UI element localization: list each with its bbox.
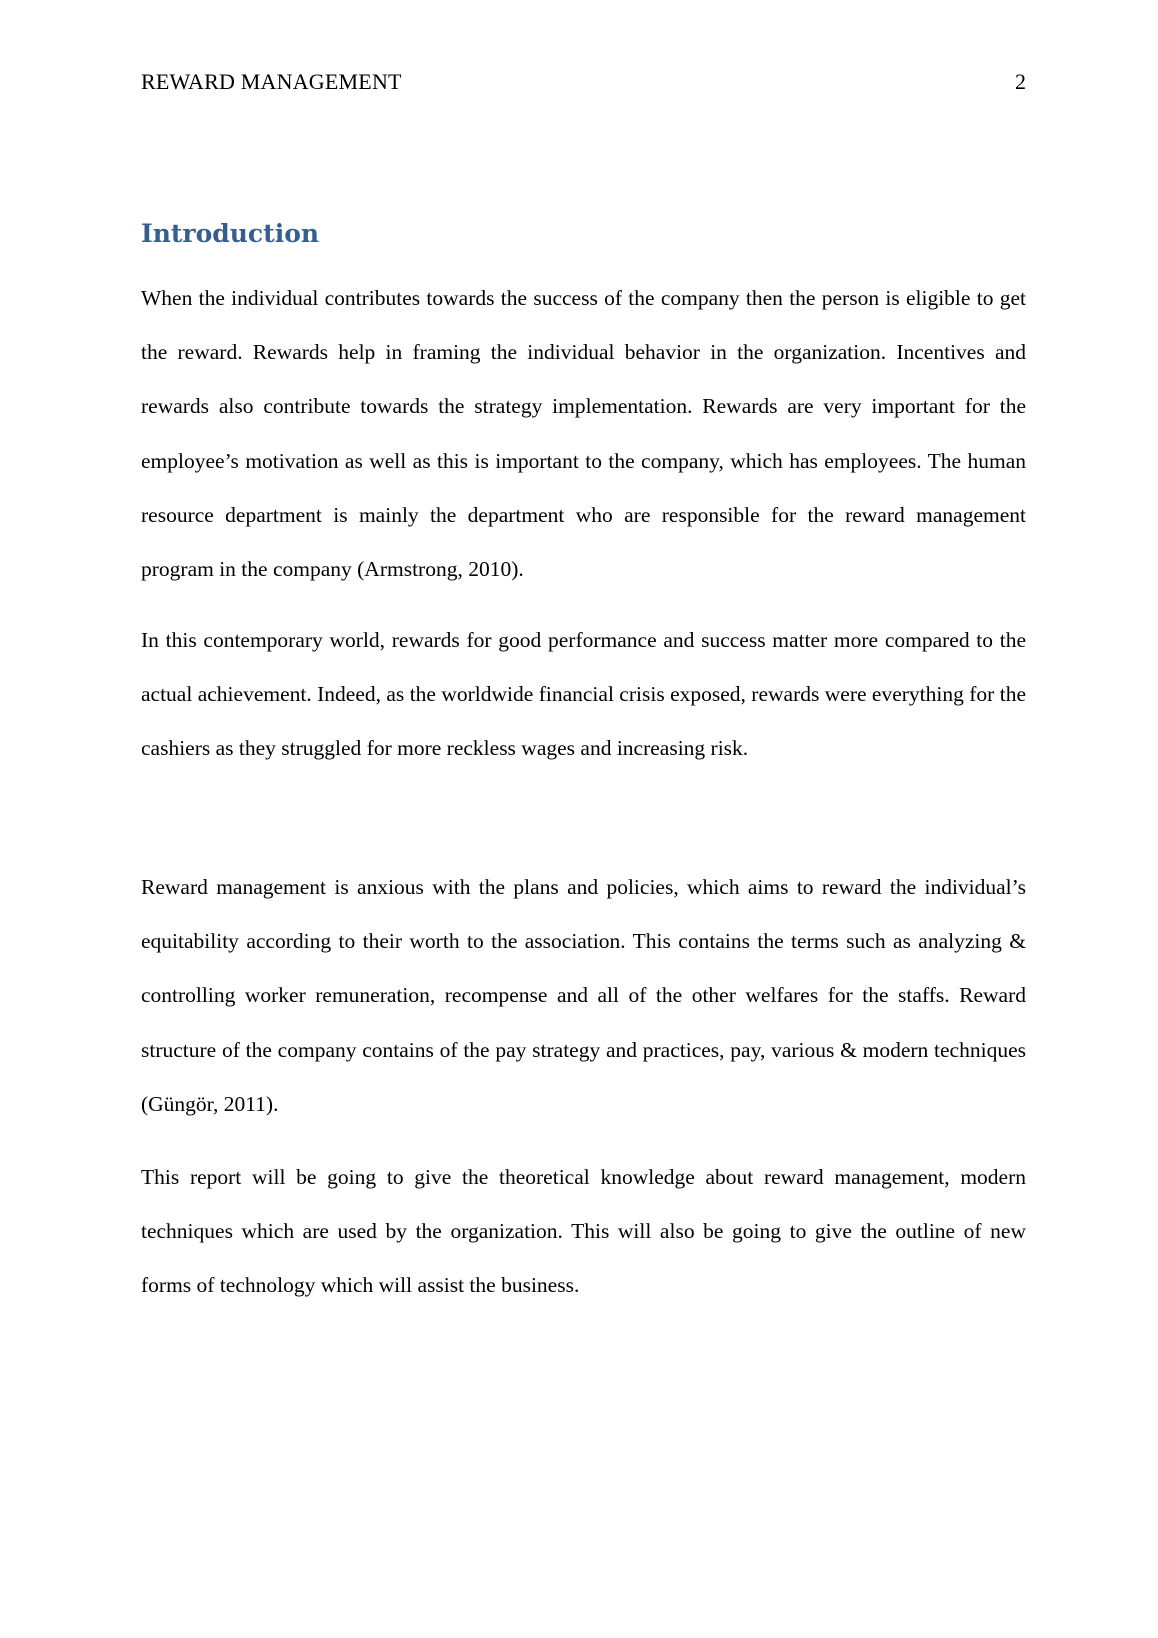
section-heading: Introduction [141, 219, 320, 248]
paragraph-3: Reward management is anxious with the plans and policies, which aims to reward the individual’s equitability according to their worth to the association. This contains the terms such as analyzing & controlling worker remuneration, recompense and all of the other welfares for the staffs. Reward structure of the company contains of the pay strategy and practices, pay, various & modern techniques (Güngör, 2011). [141, 875, 1026, 1116]
page-number: 2 [1015, 69, 1026, 94]
paragraph-4: This report will be going to give the theoretical knowledge about reward management, modern techniques which are used by the organization. This will also be going to give the outline of new forms of technology which will assist the business. [141, 1165, 1026, 1298]
paragraph-1: When the individual contributes towards the success of the company then the person is eligible to get the reward. Rewards help in framing the individual behavior in the organization. Incentives and rewards also contribute towards the strategy implementation. Rewards are very important for the employee’s motivation as well as this is important to the company, which has employees. The human resource department is mainly the department who are responsible for the reward management program in the company (Armstrong, 2010). [141, 286, 1026, 582]
paragraph-2: In this contemporary world, rewards for good performance and success matter more compared to the actual achievement. Indeed, as the worldwide financial crisis exposed, rewards were everything for the cashiers as they struggled for more reckless wages and increasing risk. [141, 628, 1026, 761]
running-head: REWARD MANAGEMENT [141, 69, 402, 94]
